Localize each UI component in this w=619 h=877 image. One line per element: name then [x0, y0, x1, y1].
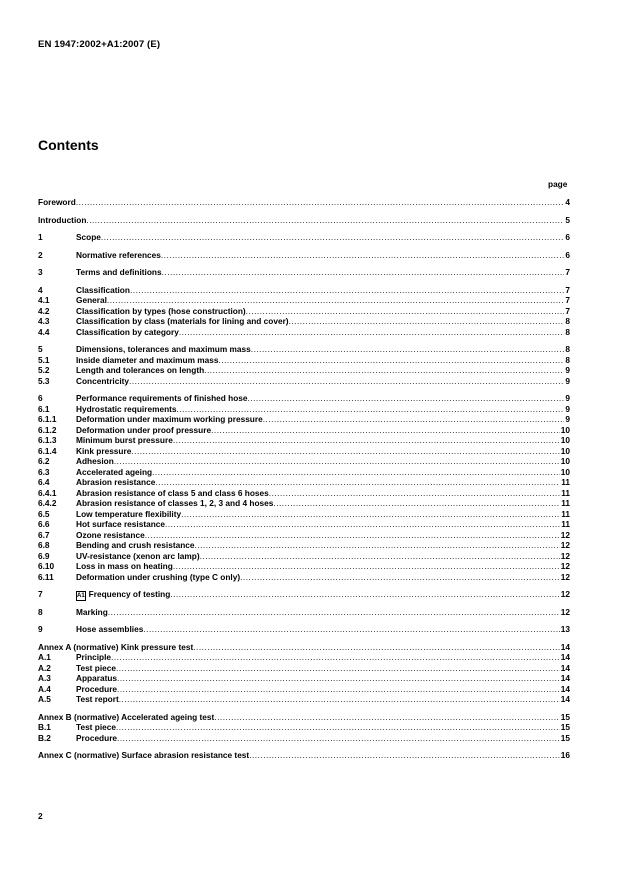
toc-entry-number: 6.1.4: [38, 445, 57, 456]
toc-entry-title: Test report: [76, 694, 119, 704]
toc-entry-number: 4.2: [38, 305, 50, 316]
toc-entry-title: Apparatus: [76, 673, 118, 683]
toc-entry[interactable]: [38, 477, 570, 488]
toc-entry-title: Deformation under proof pressure: [76, 424, 212, 435]
toc-entry-page: 7: [565, 284, 570, 295]
toc-entry-page: 7: [565, 305, 570, 316]
toc-dot-leader: [246, 306, 565, 317]
toc-dot-leader: [289, 316, 565, 327]
toc-entry-page: 14: [560, 694, 570, 704]
toc-entry-number: 4.3: [38, 316, 50, 326]
toc-entry-title: Minimum burst pressure: [76, 435, 173, 445]
toc-entry[interactable]: [38, 467, 570, 478]
toc-entry[interactable]: [38, 589, 570, 600]
toc-entry-number: A.1: [38, 652, 51, 662]
toc-entry-page: 5: [565, 214, 570, 225]
toc-entry-title: Frequency of testing: [88, 589, 171, 599]
page-column-label: page: [548, 179, 568, 189]
toc-entry-title: General: [76, 295, 107, 305]
toc-dot-leader: [177, 404, 565, 415]
toc-entry-title: Procedure: [76, 683, 118, 694]
toc-entry[interactable]: [38, 376, 570, 387]
toc-entry-page: 7: [565, 267, 570, 277]
contents-heading: Contents: [38, 137, 99, 153]
toc-dot-leader: [204, 365, 564, 376]
toc-entry-title: Classification by class (materials for lining and cover): [76, 316, 289, 326]
toc-entry-page: 13: [560, 624, 570, 634]
toc-entry-page: 11: [561, 477, 570, 487]
toc-entry[interactable]: [38, 694, 570, 705]
toc-entry-number: 6.11: [38, 571, 54, 582]
toc-entry-page: 8: [565, 316, 570, 326]
toc-entry-number: 6.2: [38, 456, 50, 466]
toc-entry-number: 6.4.1: [38, 487, 57, 498]
toc-dot-leader: [114, 456, 560, 467]
toc-entry-number: 6.4.2: [38, 498, 57, 508]
toc-entry-title: Abrasion resistance: [76, 477, 156, 487]
toc-entry[interactable]: [38, 684, 570, 695]
toc-entry-title: Dimensions, tolerances and maximum mass: [76, 344, 251, 354]
toc-entry-title: Deformation under crushing (type C only): [76, 571, 241, 582]
toc-entry-page: 12: [560, 540, 570, 550]
toc-entry[interactable]: [38, 712, 570, 723]
toc-entry-number: 6.1.2: [38, 424, 57, 435]
toc-entry-page: 12: [560, 550, 570, 561]
toc-entry-page: 11: [561, 508, 570, 519]
toc-entry-number: 6: [38, 393, 43, 403]
toc-dot-leader: [117, 673, 560, 684]
toc-dot-leader: [211, 425, 560, 436]
toc-entry-title: Hot surface resistance: [76, 519, 166, 529]
toc-entry-number: 3: [38, 267, 43, 277]
toc-entry-page: 7: [565, 295, 570, 305]
toc-entry-title: Kink pressure: [76, 445, 132, 456]
toc-entry[interactable]: [38, 509, 570, 520]
toc-dot-leader: [195, 540, 560, 551]
toc-entry[interactable]: [38, 393, 570, 404]
toc-entry[interactable]: [38, 607, 570, 618]
toc-entry-title: Test piece: [76, 662, 116, 673]
toc-dot-leader: [173, 561, 560, 572]
toc-entry-page: 9: [565, 393, 570, 403]
toc-entry-page: 10: [560, 435, 570, 445]
toc-entry-page: 12: [560, 571, 570, 582]
toc-entry-page: 12: [560, 529, 570, 540]
toc-entry-number: 6.6: [38, 519, 50, 529]
toc-entry[interactable]: [38, 722, 570, 733]
toc-entry-number: B.1: [38, 722, 51, 732]
toc-entry[interactable]: [38, 551, 570, 562]
toc-entry-number: 6.1: [38, 403, 50, 414]
toc-entry-page: 14: [560, 641, 570, 652]
toc-entry[interactable]: [38, 642, 570, 653]
toc-entry-page: 9: [565, 403, 570, 414]
toc-entry[interactable]: [38, 733, 570, 744]
toc-entry[interactable]: [38, 624, 570, 635]
toc-entry-page: 9: [565, 365, 570, 375]
toc-dot-leader: [119, 694, 560, 705]
toc-dot-leader: [193, 642, 560, 653]
toc-dot-leader: [86, 215, 564, 226]
toc-entry-number: 6.10: [38, 561, 55, 571]
toc-dot-leader: [273, 498, 560, 509]
toc-entry[interactable]: [38, 663, 570, 674]
toc-entry-number: 6.9: [38, 550, 50, 561]
toc-dot-leader: [269, 488, 560, 499]
toc-entry-number: 6.4: [38, 477, 50, 487]
amendment-marker-icon: A1: [77, 593, 85, 599]
toc-entry-page: 15: [560, 732, 570, 743]
toc-dot-leader: [263, 414, 565, 425]
toc-dot-leader: [181, 509, 560, 520]
toc-dot-leader: [129, 376, 564, 387]
toc-entry-title: Classification by category: [76, 326, 179, 337]
toc-entry-page: 10: [560, 456, 570, 466]
toc-dot-leader: [111, 652, 560, 663]
toc-dot-leader: [170, 589, 559, 600]
toc-entry[interactable]: [38, 561, 570, 572]
toc-entry-page: 14: [560, 652, 570, 662]
toc-entry-title: Concentricity: [76, 375, 130, 386]
toc-entry[interactable]: [38, 456, 570, 467]
toc-entry-page: 10: [560, 445, 570, 456]
toc-entry-number: 4: [38, 284, 43, 295]
toc-entry-title: Performance requirements of finished hose: [76, 393, 248, 403]
toc-dot-leader: [117, 684, 560, 695]
toc-dot-leader: [162, 267, 565, 278]
toc-dot-leader: [131, 446, 559, 457]
toc-entry-page: 10: [560, 466, 570, 477]
toc-entry[interactable]: [38, 425, 570, 436]
toc-entry-page: 14: [560, 683, 570, 694]
toc-dot-leader: [116, 722, 560, 733]
toc-entry-number: 6.5: [38, 508, 50, 519]
toc-dot-leader: [143, 624, 559, 635]
toc-entry-title: Classification by types (hose construction): [76, 305, 246, 316]
toc-entry-title: Introduction: [38, 214, 87, 225]
toc-entry-number: 1: [38, 232, 43, 242]
toc-entry-number: 6.1.3: [38, 435, 57, 445]
toc-entry-number: 6.7: [38, 529, 50, 540]
toc-entry-title: Bending and crush resistance: [76, 540, 195, 550]
toc-entry[interactable]: [38, 750, 570, 761]
toc-entry[interactable]: [38, 344, 570, 355]
toc-entry[interactable]: [38, 215, 570, 226]
toc-entry-page: 6: [565, 232, 570, 242]
toc-entry-title: Hose assemblies: [76, 624, 144, 634]
toc-entry[interactable]: [38, 267, 570, 278]
toc-entry-title: Abrasion resistance of class 5 and class 6 hoses: [76, 487, 269, 498]
toc-entry-page: 14: [560, 662, 570, 673]
toc-entry-title: Test piece: [76, 722, 116, 732]
toc-entry-title: Length and tolerances on length: [76, 365, 205, 375]
toc-entry[interactable]: [38, 306, 570, 317]
toc-entry[interactable]: [38, 540, 570, 551]
toc-entry-page: 6: [565, 249, 570, 260]
toc-dot-leader: [145, 530, 560, 541]
toc-entry-title: Scope: [76, 232, 101, 242]
toc-entry-title: UV-resistance (xenon arc lamp): [76, 550, 200, 561]
toc-entry-page: 14: [560, 673, 570, 683]
toc-entry[interactable]: [38, 414, 570, 425]
toc-dot-leader: [155, 477, 560, 488]
toc-entry-number: 7: [38, 589, 43, 599]
toc-entry-page: 8: [565, 354, 570, 365]
toc-entry-title: Ozone resistance: [76, 529, 145, 540]
toc-entry-page: 11: [561, 487, 570, 498]
toc-entry-number: 6.3: [38, 466, 50, 477]
toc-entry[interactable]: [38, 530, 570, 541]
toc-entry-page: 10: [560, 424, 570, 435]
toc-entry[interactable]: [38, 285, 570, 296]
toc-dot-leader: [173, 435, 560, 446]
toc-entry-number: 5: [38, 344, 43, 354]
toc-entry-page: 12: [560, 606, 570, 617]
toc-entry-title: Abrasion resistance of classes 1, 2, 3 and 4 hoses: [76, 498, 274, 508]
toc-entry-title: Annex A (normative) Kink pressure test: [38, 641, 194, 652]
toc-entry-number: A.2: [38, 662, 51, 673]
toc-entry[interactable]: [38, 446, 570, 457]
toc-dot-leader: [101, 232, 564, 243]
toc-dot-leader: [219, 355, 565, 366]
toc-entry-title: Adhesion: [76, 456, 114, 466]
page-number: 2: [38, 811, 43, 821]
toc-dot-leader: [179, 327, 565, 338]
toc-entry-title: Loss in mass on heating: [76, 561, 173, 571]
toc-entry-page: 15: [560, 722, 570, 732]
toc-dot-leader: [249, 750, 560, 761]
toc-entry[interactable]: [38, 327, 570, 338]
toc-entry-title: Annex C (normative) Surface abrasion resistance test: [38, 750, 250, 760]
toc-dot-leader: [130, 285, 564, 296]
toc-entry-number: 4.1: [38, 295, 50, 305]
toc-entry-title: Procedure: [76, 732, 118, 743]
toc-dot-leader: [117, 733, 560, 744]
toc-dot-leader: [240, 572, 560, 583]
toc-entry[interactable]: [38, 435, 570, 446]
toc-entry-title: Foreword: [38, 197, 76, 207]
toc-dot-leader: [165, 519, 560, 530]
toc-entry-number: 6.1.1: [38, 414, 57, 424]
toc-entry[interactable]: [38, 316, 570, 327]
toc-entry-page: 4: [565, 197, 570, 207]
toc-entry-number: 5.2: [38, 365, 50, 375]
toc-entry-page: 8: [565, 326, 570, 337]
toc-entry-page: 11: [561, 519, 570, 529]
toc-entry[interactable]: [38, 232, 570, 243]
toc-entry-title: Classification: [76, 284, 130, 295]
toc-entry[interactable]: [38, 250, 570, 261]
toc-entry[interactable]: [38, 404, 570, 415]
toc-entry-page: 12: [560, 561, 570, 571]
toc-dot-leader: [248, 393, 565, 404]
toc-entry[interactable]: [38, 488, 570, 499]
toc-entry-title: Accelerated ageing: [76, 466, 153, 477]
toc-entry-title: Normative references: [76, 249, 161, 260]
toc-entry[interactable]: [38, 673, 570, 684]
toc-entry-title: Hydrostatic requirements: [76, 403, 177, 414]
toc-entry[interactable]: [38, 295, 570, 306]
toc-entry[interactable]: [38, 652, 570, 663]
toc-entry[interactable]: [38, 355, 570, 366]
toc-entry-title: Inside diameter and maximum mass: [76, 354, 219, 365]
toc-entry-number: A.5: [38, 694, 51, 704]
toc-entry-number: 5.1: [38, 354, 50, 365]
toc-entry-title: Principle: [76, 652, 112, 662]
toc-dot-leader: [108, 607, 560, 618]
toc-dot-leader: [161, 250, 565, 261]
toc-entry[interactable]: [38, 572, 570, 583]
toc-entry-number: B.2: [38, 732, 51, 743]
toc-entry-page: 9: [565, 414, 570, 424]
toc-dot-leader: [152, 467, 560, 478]
toc-entry-number: A.4: [38, 683, 51, 694]
document-identifier: EN 1947:2002+A1:2007 (E): [38, 39, 161, 50]
toc-entry-page: 9: [565, 375, 570, 386]
toc-dot-leader: [200, 551, 560, 562]
toc-entry-number: 2: [38, 249, 43, 260]
toc-entry-page: 12: [560, 589, 570, 599]
toc-entry-title: Marking: [76, 606, 108, 617]
toc-entry-title: Low temperature flexibility: [76, 508, 182, 519]
toc-entry-page: 15: [560, 711, 570, 722]
toc-entry-number: 5.3: [38, 375, 50, 386]
toc-entry[interactable]: [38, 498, 570, 509]
toc-entry-number: 4.4: [38, 326, 50, 337]
toc-entry-title: Terms and definitions: [76, 267, 162, 277]
toc-dot-leader: [214, 712, 559, 723]
toc-entry[interactable]: [38, 519, 570, 530]
toc-dot-leader: [76, 197, 565, 208]
toc-entry-page: 16: [560, 750, 570, 760]
toc-entry-title: Deformation under maximum working pressure: [76, 414, 263, 424]
toc-entry[interactable]: [38, 197, 570, 208]
toc-entry-number: A.3: [38, 673, 51, 683]
toc-entry-number: 9: [38, 624, 43, 634]
toc-dot-leader: [251, 344, 565, 355]
toc-entry-number: 8: [38, 606, 43, 617]
toc-dot-leader: [116, 663, 560, 674]
toc-entry-page: 8: [565, 344, 570, 354]
toc-dot-leader: [107, 295, 564, 306]
toc-entry-page: 11: [561, 498, 570, 508]
table-of-contents: [38, 197, 570, 761]
toc-entry[interactable]: [38, 365, 570, 376]
toc-entry-title: Annex B (normative) Accelerated ageing test: [38, 711, 215, 722]
toc-entry-number: 6.8: [38, 540, 50, 550]
